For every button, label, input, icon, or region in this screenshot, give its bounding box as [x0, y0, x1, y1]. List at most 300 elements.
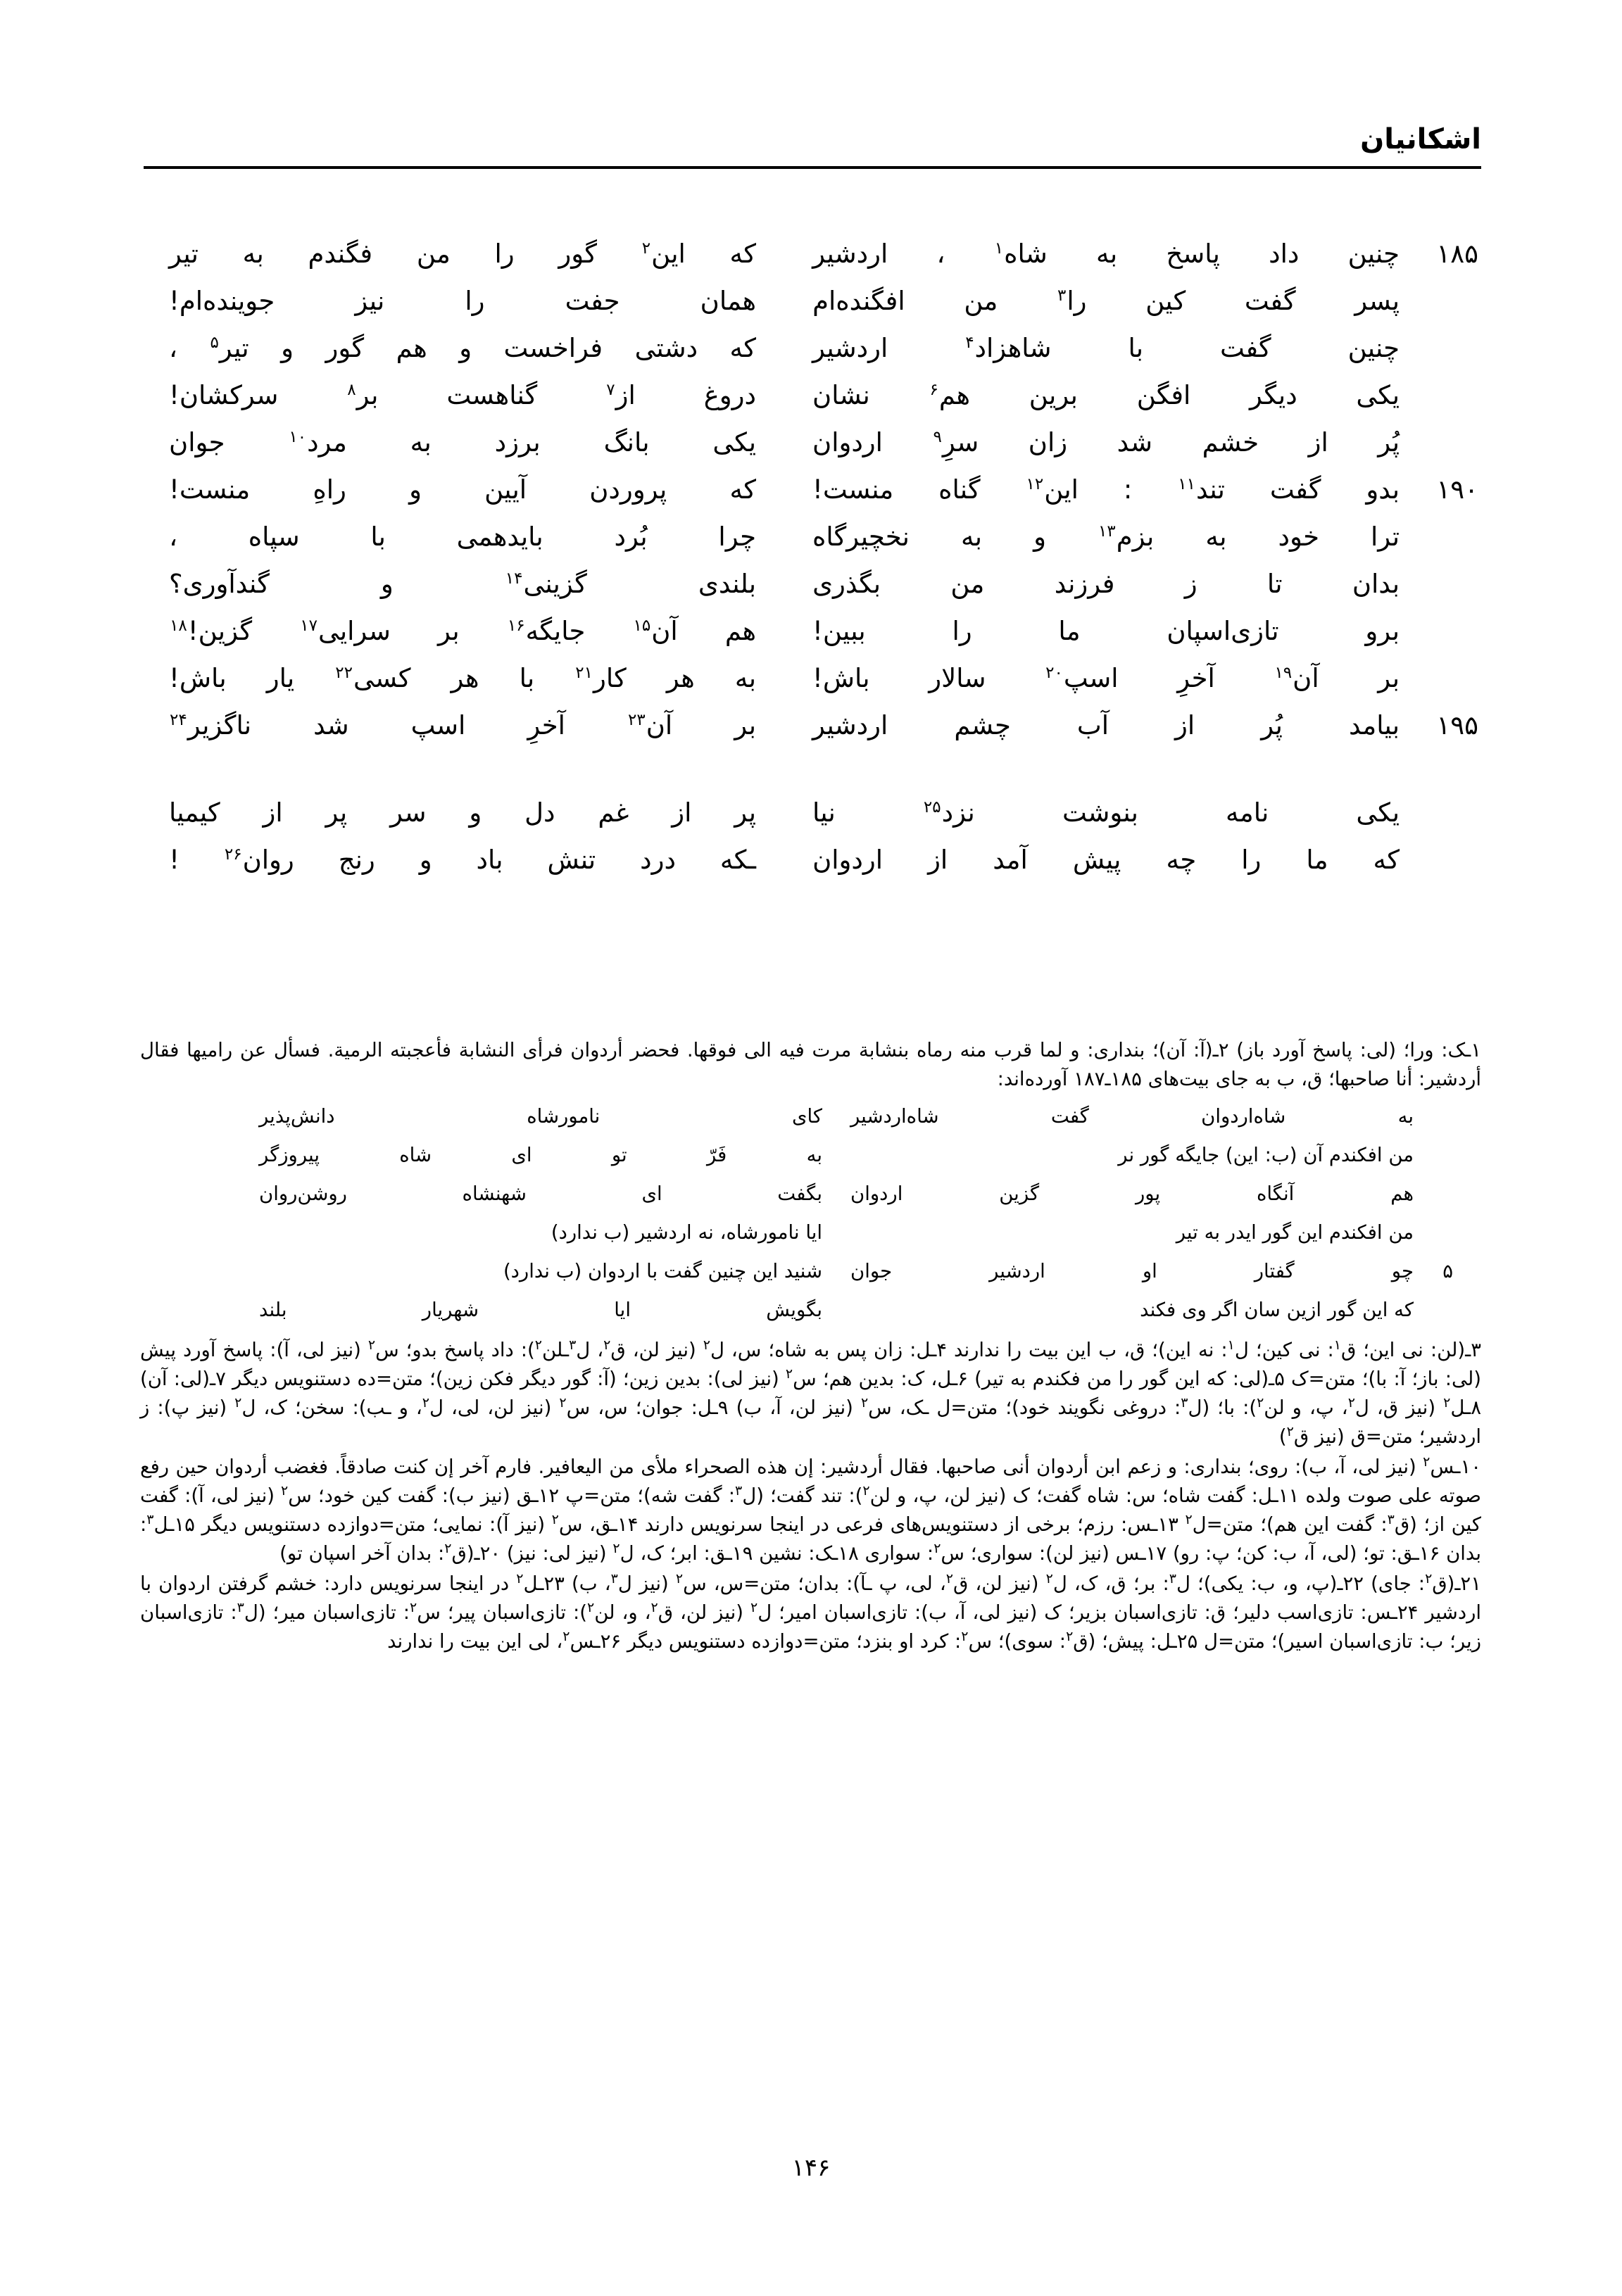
verse-word: ما: [1058, 616, 1081, 646]
verse-word: چه: [1166, 845, 1197, 875]
verse-word: دروغ: [703, 380, 756, 410]
inset-verse-word: به: [1397, 1105, 1414, 1128]
footnote-marker[interactable]: ۱۵: [633, 616, 651, 635]
couplet-row: [144, 374, 1481, 417]
verse-word: شاهزاد$^۴$: [965, 333, 1052, 363]
inset-verse-word: گفت: [663, 1260, 702, 1282]
inset-verse-word: شاه‌اردشیر: [850, 1105, 939, 1128]
verse-word: از: [263, 797, 283, 828]
verse-word: گفت: [1220, 333, 1271, 363]
inset-verse-word: شاه: [399, 1144, 432, 1166]
inset-hemistich: [829, 1297, 1414, 1323]
verse-word: آخرِ: [1177, 663, 1215, 693]
verse-word: نیز: [355, 286, 385, 316]
inset-verse-number: ۵: [1442, 1260, 1453, 1282]
hemistich: [169, 515, 784, 559]
footnote-marker[interactable]: ۲۵: [923, 797, 941, 816]
inset-verse-word: سان: [1244, 1299, 1281, 1321]
footnote-marker[interactable]: ۲۲: [335, 663, 353, 682]
verse-word: از: [672, 797, 692, 828]
inset-verse-word: اگر: [1212, 1299, 1238, 1321]
verse-word: بلندی: [698, 569, 756, 599]
footnote-marker[interactable]: ۱۶: [507, 616, 525, 635]
verse-word: هم: [396, 333, 427, 363]
verse-word: با: [1128, 333, 1144, 363]
verse-word: گناه: [938, 474, 981, 505]
inset-verse-word: گور: [1140, 1144, 1169, 1166]
inset-verse-word: تو: [611, 1144, 627, 1166]
verse-word: من: [964, 286, 998, 316]
verse-word: چنین: [1347, 239, 1400, 269]
footnote-marker[interactable]: ۲۱: [575, 663, 593, 682]
inset-verse-word: (ب: [603, 1221, 630, 1244]
inset-verse-word: چو: [1391, 1260, 1414, 1282]
inset-verse-word: فکند: [1140, 1299, 1176, 1321]
inset-verse-word: گفتار: [1254, 1260, 1295, 1282]
inset-hemistich: [259, 1104, 829, 1129]
verse-word: را$^۳$: [1057, 286, 1087, 316]
inset-verse-word: من: [1388, 1221, 1414, 1244]
verse-word: غم: [598, 797, 629, 828]
verse-word: بدان: [1352, 569, 1400, 599]
hemistich: [784, 562, 1400, 606]
footnote-marker[interactable]: ۱۱: [1178, 474, 1195, 493]
verse-word: و: [419, 845, 432, 875]
verse-word: آن$^{۲۳}$: [628, 710, 673, 740]
footnote-marker[interactable]: ۹: [933, 427, 942, 446]
inset-variant-verses: [140, 1104, 1481, 1323]
verse-word: !: [169, 845, 180, 875]
hemistich: [169, 704, 784, 748]
verse-word: پاسخ: [1166, 239, 1220, 269]
inset-couplet-row: [140, 1297, 1453, 1323]
footnote-marker[interactable]: ۱۳: [1098, 522, 1116, 541]
inset-verse-word: ازین: [1286, 1299, 1322, 1321]
verse-word: را: [494, 239, 515, 269]
hemistich: [169, 657, 784, 700]
verse-word: سر: [390, 797, 427, 828]
couplet-row: [144, 515, 1481, 559]
footnote-marker[interactable]: ۱۹: [1274, 663, 1293, 682]
inset-verse-word: اردشیر: [636, 1221, 692, 1244]
footnote-marker[interactable]: ۱: [994, 239, 1004, 258]
hemistich: [169, 610, 784, 653]
verse-word: تنش: [547, 845, 596, 875]
verse-word: باد: [476, 845, 503, 875]
hemistich: [784, 468, 1400, 512]
inset-verse-word: (ب: [555, 1260, 582, 1282]
footnote-marker[interactable]: ۶: [929, 380, 938, 399]
inset-verse-word: پور: [1135, 1182, 1161, 1205]
verse-word: نخچیرگاه: [812, 522, 910, 552]
verse-word: و: [469, 797, 482, 828]
verse-word: آمد: [993, 845, 1028, 875]
inset-verse-word: ای: [511, 1144, 532, 1166]
verse-word: را: [952, 616, 972, 646]
verse-word: بر: [1378, 663, 1400, 693]
verse-word: ببین!: [812, 616, 866, 646]
verse-word: این$^{۱۲}$: [1026, 474, 1079, 505]
verse-word: نامه: [1226, 797, 1269, 828]
inset-verse-word: من: [1388, 1144, 1414, 1166]
verse-word: بنوشت: [1062, 797, 1138, 828]
footnote-marker[interactable]: ۲۶: [224, 845, 242, 864]
verse-word: دیگر: [1250, 380, 1297, 410]
couplet-row: [144, 232, 1481, 276]
verse-word: سپاه: [248, 522, 300, 552]
inset-verse-word: (ب: این): [1225, 1144, 1297, 1166]
inset-verse-word: فَرّ: [706, 1144, 727, 1166]
verse-word: اردوان: [812, 845, 884, 875]
verse-word: برین: [1029, 380, 1078, 410]
hemistich: [784, 791, 1400, 835]
verse-word: هر: [666, 663, 695, 693]
verse-word: رنج: [338, 845, 375, 875]
verse-word: جوان: [169, 427, 225, 458]
inset-couplet-row: [140, 1181, 1453, 1206]
verse-word: پیش: [1072, 845, 1121, 875]
verse-word: پُر: [1261, 710, 1283, 740]
couplet-row: [144, 704, 1481, 748]
inset-verse-word: نامورشاه،: [719, 1221, 800, 1244]
inset-couplet-row: [140, 1142, 1453, 1168]
couplet-row: [144, 279, 1481, 323]
verse-word: پر: [325, 797, 348, 828]
verse-word: بایدهمی: [456, 522, 543, 552]
apparatus-notes: [140, 1336, 1481, 1656]
verse-word: بانگ: [603, 427, 650, 458]
inset-verse-word: شاه‌اردوان: [1201, 1105, 1286, 1128]
inset-verse-word: جایگه: [1175, 1144, 1220, 1166]
hemistich: [784, 838, 1400, 882]
verse-word: درد: [640, 845, 676, 875]
footnote-marker[interactable]: ۱۲: [1026, 474, 1044, 493]
verse-word: فرزند: [1054, 569, 1115, 599]
inset-verse-word: که: [1394, 1299, 1414, 1321]
verse-word: بر: [734, 710, 756, 740]
verse-word: کیمیا: [169, 797, 220, 828]
apparatus-note: ۲۱ـ(ق$^۲$: جای) ۲۲ـ(پ، و، ب: یکی)؛ ل$^۳$: بر؛ ق، ک، ل$^۲$ (نیز لن، ق$^۲$، لی، پ ـآ): بدان؛ متن=س، س$^۲$ (نیز ل$^۳$، ب) ۲۳ـل$^۲$ در اینجا سرنویس دارد: خشم گرفتن اردوان با اردشیر ۲۴ـس: تازی‌اسب دلیر؛ ق: تازی‌اسبان بزیر؛ ک (نیز لی، آ، ب): تازی‌اسبان امیر؛ ل$^۲$ (نیز لن، ق$^۲$، و، لن$^۲$): تازی‌اسبان پیر؛ س$^۲$: تازی‌اسبان میر؛ (ل$^۳$: تازی‌اسبان زیر؛ ب: تازی‌اسبان اسیر)؛ متن=ل ۲۵ـل: پیش؛ (ق$^۲$: سوی)؛ س$^۲$: کرد او بنزد؛ متن=دوازده دستنویس دیگر ۲۶ـس$^۲$، لی این بیت را ندارند: [140, 1570, 1482, 1653]
verse-word: باش!: [812, 663, 870, 693]
verse-word: که: [729, 333, 756, 363]
couplet-row: [144, 562, 1481, 606]
verse-word: از: [1175, 710, 1195, 740]
verse-word: تازی‌اسپان: [1167, 616, 1279, 646]
footnote-marker[interactable]: ۵: [210, 333, 219, 352]
hemistich: [169, 421, 784, 465]
inset-verse-word: ای: [641, 1182, 662, 1205]
verse-word: سرکشان!: [169, 380, 279, 410]
verse-word: منست!: [812, 474, 894, 505]
verse-word: گور: [558, 239, 597, 269]
verse-word: منست!: [169, 474, 251, 505]
inset-verse-word: این: [752, 1260, 779, 1282]
verse-word: به: [960, 522, 983, 552]
hemistich: [784, 232, 1400, 276]
verse-word: چرا: [718, 522, 756, 552]
inset-verse-word: این: [1297, 1221, 1324, 1244]
verse-word: خود: [1278, 522, 1319, 552]
verse-word: و: [281, 333, 294, 363]
verse-number: ۱۸۵: [1436, 239, 1478, 269]
inset-hemistich: [829, 1181, 1414, 1206]
verse-word: آن$^{۱۵}$: [633, 616, 678, 646]
verse-word: جفت: [565, 286, 620, 316]
inset-verse-word: دانش‌پذیر: [259, 1105, 335, 1128]
verse-word: پسر: [1354, 286, 1400, 316]
verse-word: را: [1241, 845, 1262, 875]
verse-word: این$^۲$: [641, 239, 686, 269]
verse-word: به: [734, 663, 756, 693]
verse-word: جایگه$^{۱۶}$: [507, 616, 586, 646]
inset-hemistich: [829, 1104, 1414, 1129]
verse-word: را: [465, 286, 485, 316]
inset-verse-word: گور: [1327, 1299, 1357, 1321]
verse-word: پُر: [1378, 427, 1400, 458]
verse-word: داد: [1269, 239, 1300, 269]
page-header: [144, 125, 1481, 203]
verse-number: ۱۹۵: [1436, 710, 1478, 740]
header-rule: [144, 166, 1481, 169]
inset-verse-word: بلند: [259, 1299, 287, 1321]
verse-word: هر: [451, 663, 479, 693]
verse-word: تند$^{۱۱}$: [1178, 474, 1225, 505]
verse-word: و: [459, 333, 472, 363]
verse-word: از: [928, 845, 948, 875]
hemistich: [784, 279, 1400, 323]
verse-word: ،: [169, 333, 177, 363]
verse-word: اردشیر: [812, 333, 888, 363]
inset-verse-word: این: [1362, 1299, 1388, 1321]
verse-word: یکی: [712, 427, 756, 458]
verse-word: ،: [936, 239, 945, 269]
inset-hemistich: [259, 1142, 829, 1168]
verse-word: سرایی$^{۱۷}$: [300, 616, 391, 646]
verse-word: با: [370, 522, 386, 552]
verse-word: آیین: [484, 474, 527, 505]
inset-couplet-row: [140, 1220, 1453, 1245]
couplet-row: [144, 791, 1481, 835]
inset-verse-word: پیروزگر: [259, 1144, 320, 1166]
verse-word: گندآوری؟: [169, 569, 270, 599]
verse-word: نشان: [812, 380, 870, 410]
couplet-row: [144, 327, 1481, 370]
verse-word: سرِ$^۹$: [933, 427, 979, 458]
verse-word: بیامد: [1349, 710, 1400, 740]
inset-verse-word: بگفت: [777, 1182, 822, 1205]
verse-word: تا: [1266, 569, 1283, 599]
inset-verse-word: او: [1142, 1260, 1157, 1282]
inset-verse-word: اردشیر: [989, 1260, 1045, 1282]
verse-word: :: [1123, 474, 1133, 505]
verse-word: پر: [734, 797, 756, 828]
verse-word: آن$^{۱۹}$: [1274, 663, 1319, 693]
inset-verse-word: اردوان: [588, 1260, 641, 1282]
inset-verse-word: چنین: [708, 1260, 747, 1282]
footnote-marker[interactable]: ۱۸: [170, 616, 187, 635]
inset-verse-word: هم: [1390, 1182, 1414, 1205]
verse-word: که: [729, 239, 756, 269]
footnote-marker[interactable]: ۷: [606, 380, 615, 399]
verse-word: بزم$^{۱۳}$: [1098, 522, 1155, 552]
verse-word: بگذری: [812, 569, 881, 599]
verse-word: برزد: [494, 427, 541, 458]
verse-word: و: [380, 569, 394, 599]
verse-word: دشتی: [634, 333, 698, 363]
inset-verse-word: به: [806, 1144, 822, 1166]
inset-verse-word: اردوان: [850, 1182, 903, 1205]
verse-word: هم: [724, 616, 756, 646]
verse-word: گزین!$^{۱۸}$: [170, 616, 253, 646]
verse-word: مرد$^{۱۰}$: [289, 427, 347, 458]
inset-verse-word: شهنشاه: [462, 1182, 527, 1205]
inset-verse-word: نامورشاه: [527, 1105, 601, 1128]
inset-hemistich: [829, 1259, 1414, 1284]
verse-word: زان: [1028, 427, 1068, 458]
inset-verse-word: گزین: [999, 1182, 1040, 1205]
folio-number: ۱۴۶: [791, 2154, 831, 2182]
verse-word: یکی: [1356, 797, 1400, 828]
footnote-marker[interactable]: ۸: [347, 380, 356, 399]
inset-verse-word: آنگاه: [1257, 1182, 1295, 1205]
verse-word: افگنده‌ام: [812, 286, 905, 316]
verse-word: اردوان: [812, 427, 883, 458]
verse-word: ترا: [1371, 522, 1400, 552]
verse-word: آخرِ: [527, 710, 565, 740]
verse-word: که: [1373, 845, 1400, 875]
inset-verse-word: کای: [792, 1105, 822, 1128]
verse-word: خشم: [1202, 427, 1259, 458]
inset-verse-word: افکندم: [1328, 1144, 1383, 1166]
verse-word: گور: [325, 333, 365, 363]
couplet-row: [144, 657, 1481, 700]
verse-word: فراخست: [503, 333, 603, 363]
footnote-marker[interactable]: ۱۷: [300, 616, 318, 635]
verse-word: افگن: [1136, 380, 1191, 410]
verse-word: پروردن: [589, 474, 667, 505]
hemistich: [784, 421, 1400, 465]
inset-verse-word: آن: [1303, 1144, 1324, 1166]
couplet-row: [144, 421, 1481, 465]
footnote-marker[interactable]: ۱۰: [289, 427, 307, 446]
verse-word: همان: [700, 286, 756, 316]
inset-hemistich: [829, 1142, 1414, 1168]
inset-hemistich: [259, 1259, 829, 1284]
verse-word: بُرد: [614, 522, 648, 552]
verse-word: نیا: [812, 797, 836, 828]
verse-word: بر$^۸$: [347, 380, 379, 410]
verse-word: به: [1096, 239, 1118, 269]
hemistich: [784, 657, 1400, 700]
apparatus-note: ۳ـ(لن: نی این؛ ق$^۱$: نی کین؛ ل$^۱$: نه این)؛ ق، ب این بیت را ندارند ۴ـل: زان پس به شاه؛ س، ل$^۲$ (نیز لن، ق$^۲$، ل$^۳$ـلن$^۲$): داد پاسخ بدو؛ س$^۲$ (نیز لی، آ): پاسخ آورد پیش (لی: باز؛ آ: با)؛ متن=ک ۵ـ(لی: که این گور را من فکندم به تیر) ۶ـل، ک: بدین هم؛ س$^۲$ (نیز لی): بدین زین؛ (آ: گور دیگر فکن زین)؛ متن=ده دستنویس دیگر ۷ـ(لی: آن) ۸ـل$^۲$ (نیز ق، ل$^۲$، پ، و لن$^۲$): با؛ (ل$^۳$: دروغی نگویند خود)؛ متن=ل ـک، س$^۲$ (نیز لن، آ، ب) ۹ـل: جوان؛ س، س$^۲$ (نیز لن، لی، ل$^۲$، و ـب): سخن؛ ک، ل$^۲$ (نیز پ): ز اردشیر؛ متن=ق (نیز ق$^۲$): [140, 1337, 1481, 1448]
inset-verse-word: به: [1204, 1221, 1220, 1244]
verse-word: دل: [524, 797, 555, 828]
inset-verse-word: وی: [1181, 1299, 1207, 1321]
inset-verse-word: ندارد): [551, 1221, 598, 1244]
verse-word: سالار: [929, 663, 986, 693]
inset-verse-word: نه: [698, 1221, 714, 1244]
verse-word: گفت: [1269, 474, 1321, 505]
verse-word: راهِ: [313, 474, 346, 505]
inset-verse-word: نر: [1118, 1144, 1135, 1166]
footnote-marker[interactable]: ۲۳: [628, 710, 646, 729]
verse-word: اسپ$^{۲۰}$: [1045, 663, 1119, 693]
footnote-marker[interactable]: ۱۴: [505, 569, 523, 588]
hemistich: [169, 374, 784, 417]
inset-verse-word: شنید: [784, 1260, 822, 1282]
hemistich: [784, 327, 1400, 370]
footnote-marker[interactable]: ۲: [641, 239, 651, 258]
footnote-marker[interactable]: ۴: [965, 333, 974, 352]
verse-word: ز: [1184, 569, 1197, 599]
verse-word: روان$^{۲۶}$: [224, 845, 294, 875]
hemistich: [784, 610, 1400, 653]
hemistich: [169, 327, 784, 370]
verse-word: آب: [1076, 710, 1109, 740]
apparatus-note: ۱۰ـس$^۲$ (نیز لی، آ، ب): روی؛ بنداری: و زعم ابن أردوان أنی صاحبها. فقال أردشیر: إن هذه الصحراء ملأی من الیعافیر. فارم آخر إن کنت صادقاً. فغضب أردوان حین رفع صوته علی صوت ولده ۱۱ـل: گفت شاه؛ س: شاه گفت؛ ک (نیز لن، پ، و لن$^۲$): تند گفت؛ (ل$^۳$: گفت شه)؛ متن=پ ۱۲ـق (نیز ب): گفت کین خود؛ س$^۲$ (نیز لی، آ): گفت کین از؛ (ق$^۳$: گفت این هم)؛ متن=ل$^۲$ ۱۳ـس: رزم؛ برخی از دستنویس‌های فرعی در اینجا سرنویس دارند ۱۴ـق، س$^۲$ (نیز آ): نمایی؛ متن=دوازده دستنویس دیگر ۱۵ـل$^۳$: بدان ۱۶ـق: تو؛ (لی، آ، ب: کن؛ پ: رو) ۱۷ـس (نیز لن): سواری؛ س$^۲$: سواری ۱۸ـک: نشین ۱۹ـق: ابر؛ ک، ل$^۲$ (نیز لی: نیز) ۲۰ـ(ق$^۲$: بدان آخر اسپان تو): [140, 1453, 1482, 1565]
inset-verse-word: روشن‌روان: [259, 1182, 347, 1205]
footnote-marker[interactable]: ۲۴: [170, 710, 187, 729]
inset-verse-word: با: [646, 1260, 658, 1282]
inset-verse-word: افکندم: [1328, 1221, 1383, 1244]
inset-hemistich: [259, 1220, 829, 1245]
verse-word: که: [729, 474, 756, 505]
verse-word: به: [242, 239, 264, 269]
verse-word: اردشیر: [812, 710, 888, 740]
inset-hemistich: [259, 1181, 829, 1206]
hemistich: [784, 704, 1400, 748]
inset-verse-word: تیر: [1176, 1221, 1198, 1244]
apparatus-intro: ۱ـک: ورا؛ (لی: پاسخ آورد باز) ۲ـ(آ: آن)؛ بنداری: و لما قرب منه رماه بنشابة مرت فیه الی فوقها. فحضر أردوان فرأی النشابة فأعجبته الرمیة. فسأل عن رامیها فقال أردشیر: أنا صاحبها؛ ق، ب به جای بیت‌های ۱۸۵ـ۱۸۷ آورده‌اند:: [140, 1039, 1481, 1090]
verse-word: گفت: [1244, 286, 1296, 316]
verse-word: ـکه: [719, 845, 756, 875]
verse-block: [144, 232, 1481, 885]
hemistich: [169, 468, 784, 512]
verse-word: شد: [313, 710, 349, 740]
verse-word: برو: [1365, 616, 1400, 646]
verse-word: به: [1205, 522, 1227, 552]
hemistich: [784, 515, 1400, 559]
verse-word: ناگزیر$^{۲۴}$: [170, 710, 252, 740]
verse-word: چشم: [954, 710, 1011, 740]
verse-word: از: [1308, 427, 1328, 458]
verse-word: و: [409, 474, 422, 505]
hemistich: [169, 232, 784, 276]
hemistich: [169, 562, 784, 606]
inset-verse-word: جوان: [850, 1260, 893, 1282]
footnote-marker[interactable]: ۳: [1057, 286, 1067, 305]
verse-word: و: [1033, 522, 1046, 552]
verse-word: من: [950, 569, 985, 599]
verse-word: ما: [1306, 845, 1328, 875]
verse-word: گزینی$^{۱۴}$: [505, 569, 587, 599]
verse-word: یار: [266, 663, 295, 693]
inset-verse-word: بگویش: [766, 1299, 822, 1321]
couplet-row: [144, 610, 1481, 653]
verse-word: اسپ: [410, 710, 466, 740]
inset-verse-word: ایا: [614, 1299, 631, 1321]
inset-verse-word: گور: [1262, 1221, 1292, 1244]
verse-word: بر: [438, 616, 460, 646]
verse-word: با: [519, 663, 535, 693]
couplet-row: [144, 468, 1481, 512]
verse-word: فگندم: [308, 239, 373, 269]
footnote-marker[interactable]: ۲۰: [1045, 663, 1063, 682]
verse-word: تیر$^۵$: [210, 333, 249, 363]
verse-word: کسی$^{۲۲}$: [335, 663, 411, 693]
verse-word: جوینده‌ام!: [169, 286, 275, 316]
inset-hemistich: [829, 1220, 1414, 1245]
